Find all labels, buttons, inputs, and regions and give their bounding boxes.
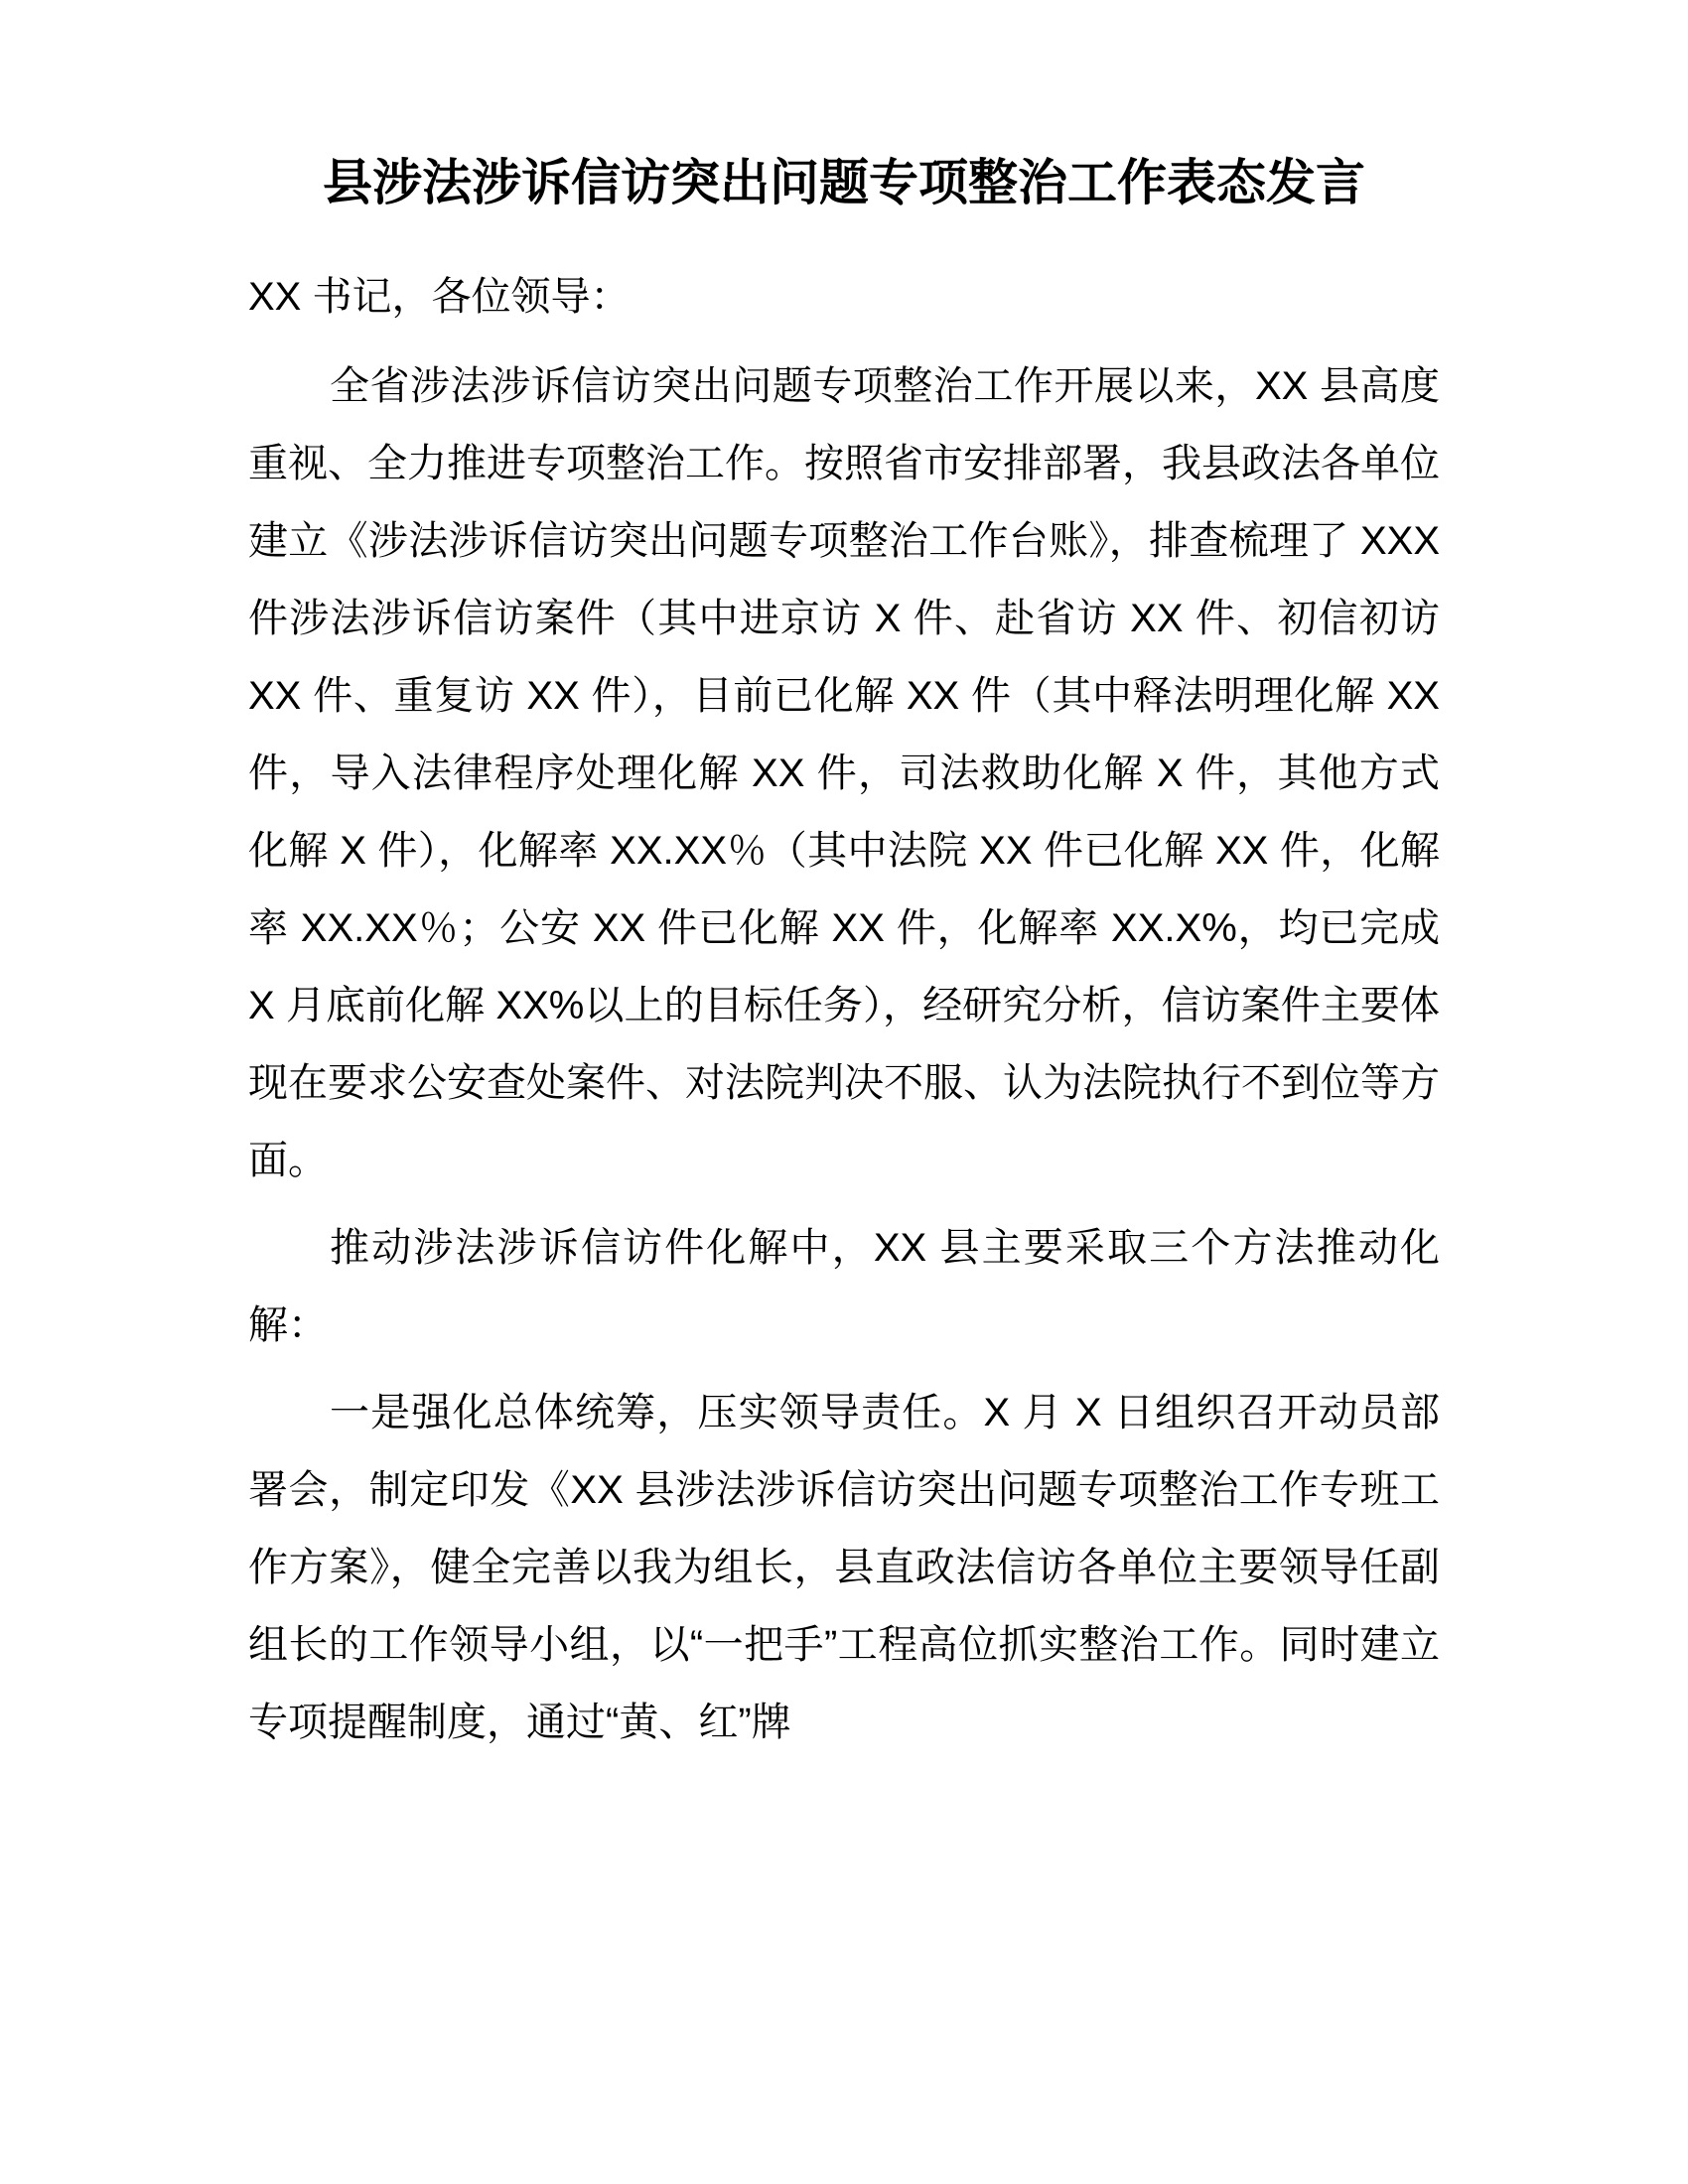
page-title: 县涉法涉诉信访突出问题专项整治工作表态发言: [323, 155, 1365, 210]
salutation-line: XX 书记，各位领导：: [248, 275, 631, 319]
body-paragraph-3: 一是强化总体统筹，压实领导责任。X 月 X 日组织召开动员部署会，制定印发《XX 县涉法涉诉信访突出问题专项整治工作专班工作方案》，健全完善以我为组长，县直政法信访各单位主要领导任副组长的工作领导小组，以“一把手”工程高位抓实整治工作。同时建立专项提醒制度，通过“黄、红”牌: [248, 1391, 1440, 1744]
body-paragraph-2: 推动涉法涉诉信访件化解中，XX 县主要采取三个方法推动化解：: [248, 1226, 1440, 1347]
body-paragraph-1: 全省涉法涉诉信访突出问题专项整治工作开展以来，XX 县高度重视、全力推进专项整治工作。按照省市安排部署，我县政法各单位建立《涉法涉诉信访突出问题专项整治工作台账》，排查梳理了 XXX 件涉法涉诉信访案件（其中进京访 X 件、赴省访 XX 件、初信初访 XX 件、重复访 XX 件），目前已化解 XX 件（其中释法明理化解 XX 件，导入法律程序处理化解 XX 件，司法救助化解 X 件，其他方式化解 X 件），化解率 XX.XX％（其中法院 XX 件已化解 XX 件，化解率 XX.XX％；公安 XX 件已化解 XX 件，化解率 XX.X%，均已完成 X 月底前化解 XX%以上的目标任务），经研究分析，信访案件主要体现在要求公安查处案件、对法院判决不服、认为法院执行不到位等方面。: [248, 364, 1440, 1182]
document-content: [248, 149, 1440, 1761]
